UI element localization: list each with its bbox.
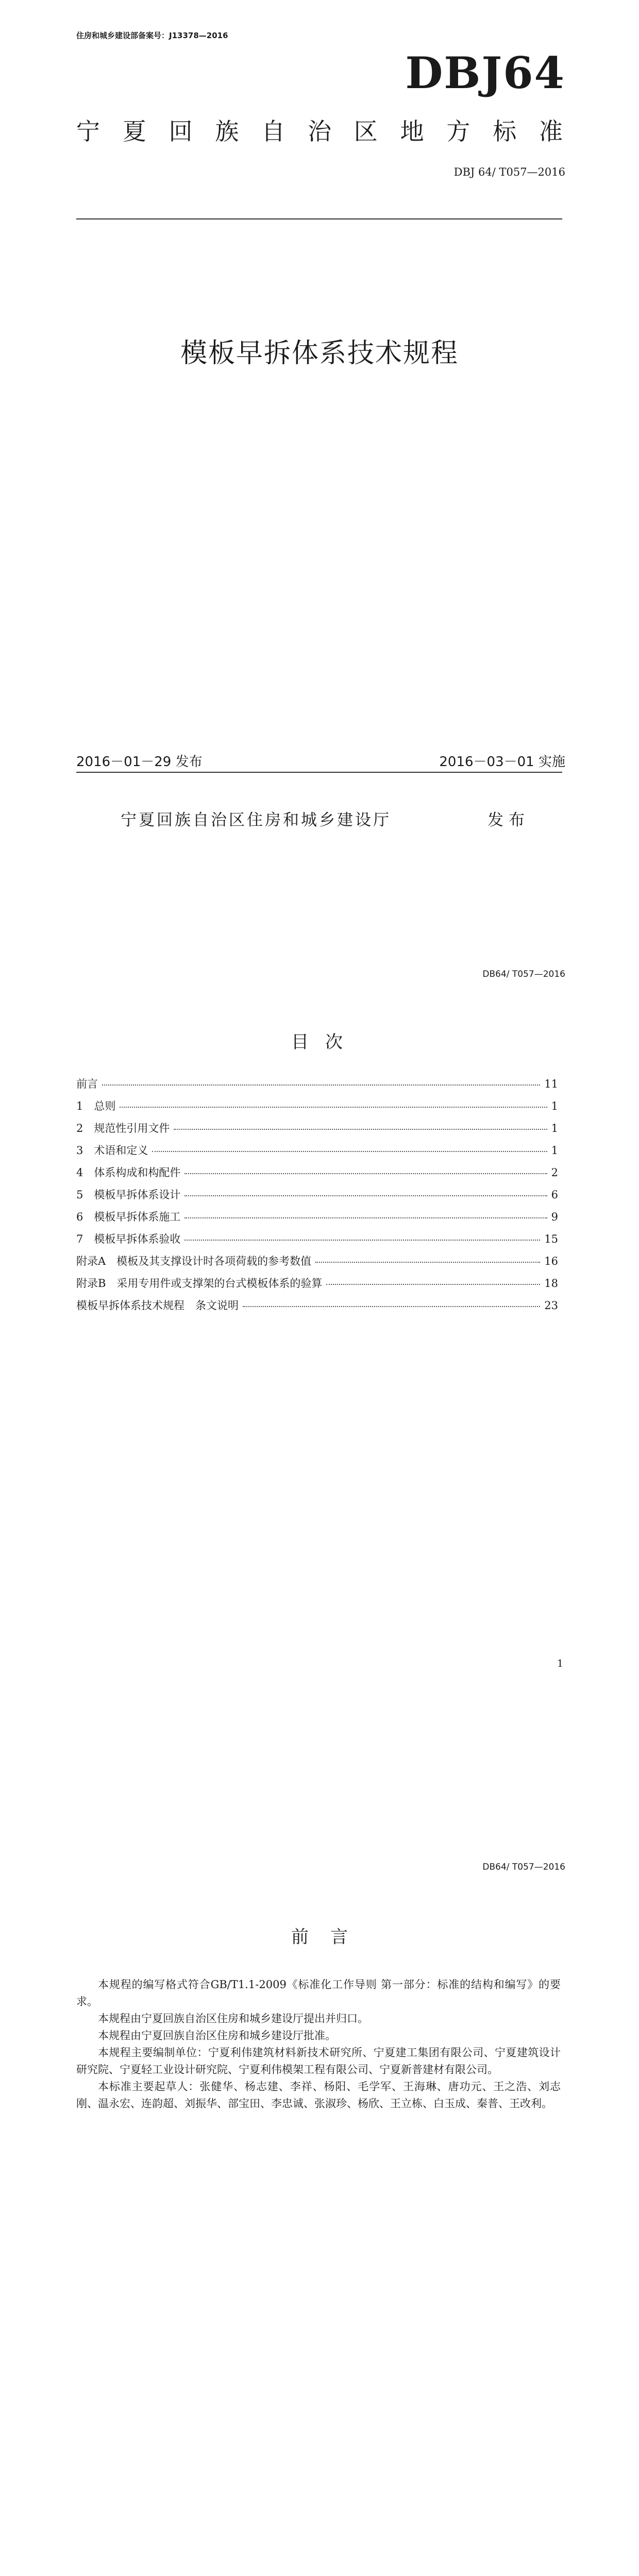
- toc-entry-label: 6 模板早拆体系施工: [76, 1211, 181, 1223]
- foreword-title: 前言: [291, 1927, 369, 1947]
- foreword-body: [76, 1976, 561, 2112]
- foreword-paragraph: 本规程由宁夏回族自治区住房和城乡建设厅提出并归口。: [98, 2012, 368, 2025]
- toc-entry[interactable]: [76, 1275, 558, 1297]
- toc-title: 目次: [291, 1032, 359, 1053]
- toc-entry-label: 3 术语和定义: [76, 1144, 148, 1157]
- toc-leader-dots: [243, 1306, 540, 1307]
- toc-entry-label: 7 模板早拆体系验收: [76, 1233, 181, 1245]
- standard-type: 宁夏回族自治区地方标准: [76, 117, 563, 145]
- publisher: 宁夏回族自治区住房和城乡建设厅: [121, 811, 391, 829]
- document-title: 模板早拆体系技术规程: [180, 338, 459, 369]
- cover-divider: [76, 218, 562, 219]
- standard-number: DBJ 64/ T057—2016: [453, 166, 565, 178]
- toc-leader-dots: [315, 1262, 540, 1263]
- toc-leader-dots: [102, 1084, 540, 1086]
- toc-entry[interactable]: [76, 1120, 558, 1142]
- toc-entry-page: 23: [544, 1299, 558, 1312]
- toc-entry-label: 模板早拆体系技术规程 条文说明: [76, 1299, 239, 1312]
- foreword-paragraph: 本规程由宁夏回族自治区住房和城乡建设厅批准。: [98, 2029, 336, 2042]
- toc-entry-page: 1: [551, 1144, 558, 1157]
- toc-leader-dots: [174, 1129, 547, 1130]
- page-number: 1: [557, 1658, 564, 1669]
- toc-entry-page: 6: [551, 1189, 558, 1201]
- standard-code: DBJ64: [405, 47, 565, 98]
- toc-entry-page: 1: [551, 1122, 558, 1134]
- toc-leader-dots: [152, 1151, 547, 1152]
- toc-entry[interactable]: [76, 1076, 558, 1098]
- toc-entry-label: 2 规范性引用文件: [76, 1122, 170, 1134]
- toc-leader-dots: [184, 1173, 547, 1174]
- toc-leader-dots: [184, 1217, 547, 1218]
- toc-entry[interactable]: [76, 1187, 558, 1209]
- toc-entry-label: 1 总则: [76, 1100, 116, 1112]
- toc-entry-label: 4 体系构成和构配件: [76, 1166, 181, 1179]
- publish-label: 发布: [487, 811, 530, 829]
- toc-entry[interactable]: [76, 1142, 558, 1164]
- foreword-paragraph: 本标准主要起草人：张健华、杨志建、李祥、杨阳、毛学军、王海琳、唐功元、王之浩、刘志刚、温永宏、连韵超、刘振华、部宝田、李忠诚、张淑珍、杨欣、王立栋、白玉成、秦普、王改利。: [76, 2080, 561, 2110]
- toc-entry[interactable]: [76, 1253, 558, 1275]
- toc-entry[interactable]: [76, 1231, 558, 1253]
- toc-entry[interactable]: [76, 1209, 558, 1231]
- toc-entry-label: 附录B 采用专用件或支撑架的台式模板体系的验算: [76, 1277, 323, 1290]
- toc-leader-dots: [184, 1195, 547, 1196]
- table-of-contents: [76, 1076, 558, 1319]
- toc-entry-page: 15: [544, 1233, 558, 1245]
- toc-entry-label: 附录A 模板及其支撑设计时各项荷载的参考数值: [76, 1255, 312, 1267]
- toc-entry-page: 11: [544, 1078, 558, 1090]
- toc-leader-dots: [326, 1284, 540, 1285]
- page-header: DB64/ T057—2016: [482, 1862, 565, 1872]
- toc-entry[interactable]: [76, 1098, 558, 1120]
- date-divider: [76, 772, 562, 773]
- toc-entry[interactable]: [76, 1297, 558, 1319]
- toc-entry-page: 9: [551, 1211, 558, 1223]
- toc-entry-page: 2: [551, 1166, 558, 1179]
- implement-date: 2016－03－01 实施: [439, 754, 565, 770]
- toc-leader-dots: [184, 1240, 540, 1241]
- page-header: DB64/ T057—2016: [482, 969, 565, 979]
- record-number: 住房和城乡建设部备案号：J13378—2016: [76, 31, 228, 40]
- toc-entry-page: 16: [544, 1255, 558, 1267]
- toc-entry[interactable]: [76, 1164, 558, 1187]
- foreword-paragraph: 本规程主要编制单位：宁夏利伟建筑材料新技术研究所、宁夏建工集团有限公司、宁夏建筑设计研究院、宁夏轻工业设计研究院、宁夏利伟模架工程有限公司、宁夏新普建材有限公司。: [76, 2046, 561, 2076]
- issue-date: 2016－01－29 发布: [76, 754, 203, 770]
- toc-entry-label: 前言: [76, 1078, 98, 1090]
- toc-entry-page: 18: [544, 1277, 558, 1290]
- toc-leader-dots: [120, 1107, 547, 1108]
- foreword-paragraph: 本规程的编写格式符合GB/T1.1-2009《标准化工作导则 第一部分：标准的结构和编写》的要求。: [76, 1978, 561, 2008]
- toc-entry-page: 1: [551, 1100, 558, 1112]
- toc-entry-label: 5 模板早拆体系设计: [76, 1189, 181, 1201]
